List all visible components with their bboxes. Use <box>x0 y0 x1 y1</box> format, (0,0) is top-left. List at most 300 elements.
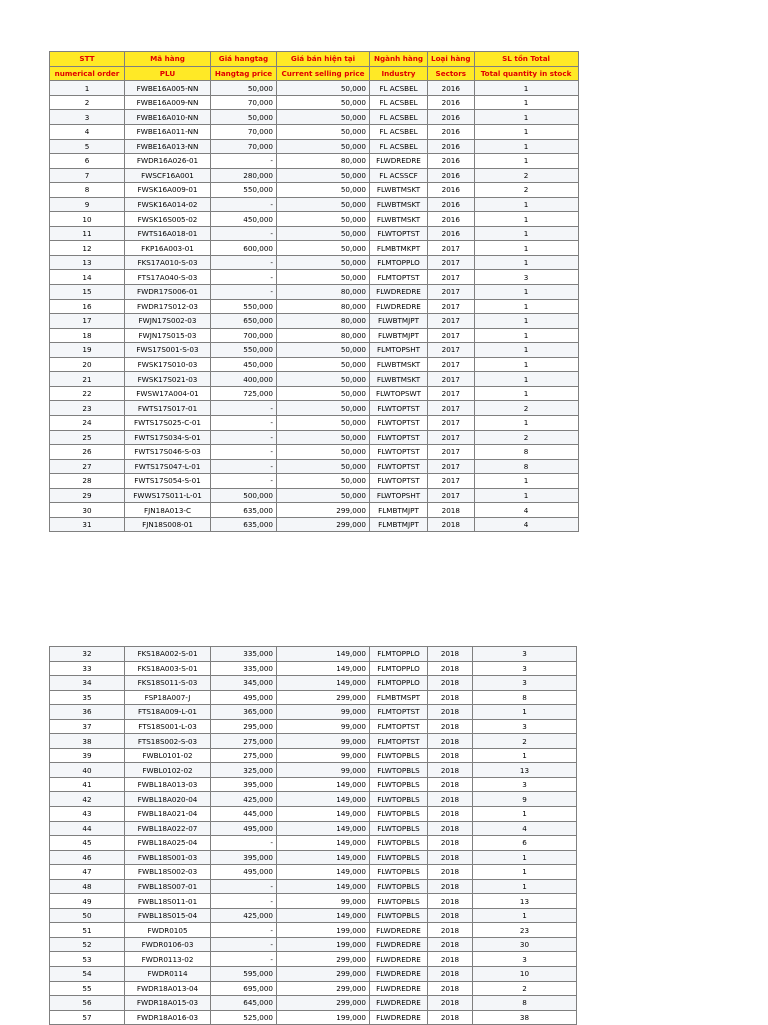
cell-quantity: 1 <box>474 299 578 314</box>
table-row <box>50 937 577 952</box>
cell-quantity: 1 <box>474 154 578 169</box>
cell-plu: FWBE16A013-NN <box>125 139 211 154</box>
cell-hangtag-price: 50,000 <box>211 81 277 96</box>
table-row <box>50 168 579 183</box>
cell-plu: FSP18A007-J <box>125 690 211 705</box>
cell-selling-price: 50,000 <box>277 343 370 358</box>
cell-quantity: 30 <box>473 937 577 952</box>
cell-stt: 35 <box>50 690 125 705</box>
cell-stt: 18 <box>50 328 125 343</box>
cell-hangtag-price: 335,000 <box>211 647 277 662</box>
cell-quantity: 4 <box>474 503 578 518</box>
cell-sector: 2016 <box>428 125 475 140</box>
table-row <box>50 647 577 662</box>
cell-selling-price: 149,000 <box>277 836 370 851</box>
cell-hangtag-price: 275,000 <box>211 734 277 749</box>
cell-plu: FWTS17S054-S-01 <box>125 474 211 489</box>
cell-industry: FL ACSBEL <box>370 125 428 140</box>
cell-plu: FTS18S001-L-03 <box>125 719 211 734</box>
header-total-quantity: Total quantity in stock <box>474 66 578 81</box>
cell-plu: FWDR0114 <box>125 967 211 982</box>
cell-stt: 28 <box>50 474 125 489</box>
cell-hangtag-price: 70,000 <box>211 139 277 154</box>
cell-hangtag-price: 645,000 <box>211 996 277 1011</box>
cell-quantity: 1 <box>474 139 578 154</box>
cell-sector: 2016 <box>428 183 475 198</box>
cell-hangtag-price: - <box>211 197 277 212</box>
cell-stt: 40 <box>50 763 125 778</box>
cell-stt: 53 <box>50 952 125 967</box>
cell-sector: 2017 <box>428 372 475 387</box>
cell-hangtag-price: 325,000 <box>211 763 277 778</box>
cell-selling-price: 299,000 <box>277 690 370 705</box>
cell-industry: FLMBTMJPT <box>370 503 428 518</box>
cell-quantity: 8 <box>473 690 577 705</box>
cell-stt: 51 <box>50 923 125 938</box>
cell-sector: 2018 <box>428 952 473 967</box>
cell-hangtag-price: 695,000 <box>211 981 277 996</box>
cell-plu: FWDR0105 <box>125 923 211 938</box>
cell-sector: 2018 <box>428 879 473 894</box>
cell-industry: FLWBTMSKT <box>370 197 428 212</box>
cell-selling-price: 80,000 <box>277 314 370 329</box>
cell-stt: 15 <box>50 285 125 300</box>
cell-selling-price: 80,000 <box>277 285 370 300</box>
table-row <box>50 661 577 676</box>
cell-hangtag-price: - <box>211 474 277 489</box>
cell-selling-price: 50,000 <box>277 183 370 198</box>
cell-quantity: 2 <box>473 981 577 996</box>
cell-stt: 50 <box>50 908 125 923</box>
cell-hangtag-price: - <box>211 445 277 460</box>
cell-plu: FWBL0101-02 <box>125 748 211 763</box>
cell-sector: 2016 <box>428 154 475 169</box>
table-row <box>50 792 577 807</box>
cell-industry: FLMTOPPLO <box>370 661 428 676</box>
cell-selling-price: 299,000 <box>277 952 370 967</box>
cell-selling-price: 299,000 <box>277 996 370 1011</box>
table-row <box>50 270 579 285</box>
table-row <box>50 908 577 923</box>
cell-stt: 3 <box>50 110 125 125</box>
cell-industry: FLMTOPTST <box>370 705 428 720</box>
cell-selling-price: 80,000 <box>277 299 370 314</box>
cell-sector: 2018 <box>428 865 473 880</box>
cell-quantity: 1 <box>474 386 578 401</box>
cell-sector: 2017 <box>428 415 475 430</box>
cell-industry: FLWBTMSKT <box>370 357 428 372</box>
cell-plu: FWDR18A013-04 <box>125 981 211 996</box>
cell-industry: FLWTOPSWT <box>370 386 428 401</box>
cell-hangtag-price: 280,000 <box>211 168 277 183</box>
cell-plu: FWBL18S002-03 <box>125 865 211 880</box>
cell-plu: FWSCF16A001 <box>125 168 211 183</box>
cell-selling-price: 299,000 <box>277 967 370 982</box>
cell-sector: 2016 <box>428 81 475 96</box>
cell-stt: 37 <box>50 719 125 734</box>
cell-selling-price: 50,000 <box>277 110 370 125</box>
cell-stt: 34 <box>50 676 125 691</box>
cell-selling-price: 50,000 <box>277 125 370 140</box>
cell-quantity: 1 <box>474 125 578 140</box>
cell-quantity: 3 <box>473 777 577 792</box>
cell-selling-price: 149,000 <box>277 792 370 807</box>
cell-industry: FLWTOPBLS <box>370 792 428 807</box>
cell-quantity: 10 <box>473 967 577 982</box>
cell-sector: 2017 <box>428 386 475 401</box>
table-row <box>50 734 577 749</box>
cell-industry: FLWDREDRE <box>370 923 428 938</box>
cell-selling-price: 50,000 <box>277 95 370 110</box>
cell-industry: FLMTOPPLO <box>370 676 428 691</box>
cell-selling-price: 50,000 <box>277 168 370 183</box>
cell-plu: FWBE16A005-NN <box>125 81 211 96</box>
cell-plu: FWBL18A020-04 <box>125 792 211 807</box>
cell-sector: 2017 <box>428 445 475 460</box>
cell-selling-price: 299,000 <box>277 517 370 532</box>
cell-plu: FWBE16A009-NN <box>125 95 211 110</box>
table-row <box>50 226 579 241</box>
cell-quantity: 2 <box>474 430 578 445</box>
cell-sector: 2018 <box>428 996 473 1011</box>
cell-industry: FLWTOPTST <box>370 401 428 416</box>
cell-hangtag-price: 635,000 <box>211 503 277 518</box>
cell-hangtag-price: 425,000 <box>211 908 277 923</box>
cell-quantity: 2 <box>474 168 578 183</box>
cell-quantity: 1 <box>473 807 577 822</box>
cell-quantity: 2 <box>474 183 578 198</box>
cell-industry: FLWDREDRE <box>370 996 428 1011</box>
cell-quantity: 13 <box>473 763 577 778</box>
cell-stt: 43 <box>50 807 125 822</box>
cell-stt: 17 <box>50 314 125 329</box>
cell-selling-price: 99,000 <box>277 748 370 763</box>
cell-industry: FLMTOPTST <box>370 270 428 285</box>
cell-quantity: 1 <box>474 415 578 430</box>
cell-stt: 11 <box>50 226 125 241</box>
cell-industry: FLWTOPSHT <box>370 488 428 503</box>
cell-stt: 19 <box>50 343 125 358</box>
cell-sector: 2016 <box>428 168 475 183</box>
cell-quantity: 1 <box>473 850 577 865</box>
cell-quantity: 1 <box>473 705 577 720</box>
cell-selling-price: 99,000 <box>277 894 370 909</box>
cell-industry: FLMBTMJPT <box>370 517 428 532</box>
cell-quantity: 1 <box>474 81 578 96</box>
cell-industry: FLWTOPTST <box>370 459 428 474</box>
cell-hangtag-price: 495,000 <box>211 821 277 836</box>
cell-hangtag-price: 445,000 <box>211 807 277 822</box>
cell-quantity: 1 <box>474 197 578 212</box>
table-row <box>50 328 579 343</box>
cell-hangtag-price: - <box>211 226 277 241</box>
cell-sector: 2017 <box>428 474 475 489</box>
cell-selling-price: 149,000 <box>277 908 370 923</box>
cell-industry: FLWTOPBLS <box>370 763 428 778</box>
cell-selling-price: 99,000 <box>277 705 370 720</box>
cell-hangtag-price: - <box>211 952 277 967</box>
cell-quantity: 1 <box>473 748 577 763</box>
cell-quantity: 4 <box>474 517 578 532</box>
cell-plu: FWDR17S006-01 <box>125 285 211 300</box>
cell-sector: 2017 <box>428 255 475 270</box>
header-industry: Industry <box>370 66 428 81</box>
cell-hangtag-price: 725,000 <box>211 386 277 401</box>
table-row <box>50 430 579 445</box>
table-row <box>50 110 579 125</box>
cell-sector: 2018 <box>428 763 473 778</box>
table-2-body <box>50 647 577 1025</box>
cell-plu: FWBL18S007-01 <box>125 879 211 894</box>
cell-plu: FTS18S002-S-03 <box>125 734 211 749</box>
cell-plu: FWTS17S025-C-01 <box>125 415 211 430</box>
cell-hangtag-price: - <box>211 285 277 300</box>
cell-quantity: 1 <box>474 343 578 358</box>
table-row <box>50 81 579 96</box>
cell-selling-price: 299,000 <box>277 981 370 996</box>
cell-selling-price: 199,000 <box>277 937 370 952</box>
cell-selling-price: 50,000 <box>277 241 370 256</box>
cell-sector: 2016 <box>428 226 475 241</box>
cell-stt: 16 <box>50 299 125 314</box>
cell-plu: FWDR18A015-03 <box>125 996 211 1011</box>
table-row <box>50 488 579 503</box>
cell-selling-price: 149,000 <box>277 676 370 691</box>
cell-stt: 57 <box>50 1010 125 1025</box>
cell-plu: FWDR17S012-03 <box>125 299 211 314</box>
cell-stt: 31 <box>50 517 125 532</box>
cell-hangtag-price: 345,000 <box>211 676 277 691</box>
cell-stt: 45 <box>50 836 125 851</box>
cell-sector: 2016 <box>428 110 475 125</box>
cell-industry: FLWDREDRE <box>370 1010 428 1025</box>
cell-plu: FWBL18S015-04 <box>125 908 211 923</box>
cell-industry: FLWTOPBLS <box>370 850 428 865</box>
cell-stt: 24 <box>50 415 125 430</box>
table-row <box>50 981 577 996</box>
cell-sector: 2018 <box>428 748 473 763</box>
table-row <box>50 183 579 198</box>
cell-industry: FLWTOPBLS <box>370 879 428 894</box>
table-row <box>50 314 579 329</box>
cell-stt: 41 <box>50 777 125 792</box>
cell-plu: FWTS17S034-S-01 <box>125 430 211 445</box>
cell-stt: 21 <box>50 372 125 387</box>
header-loai-hang: Loại hàng <box>428 52 475 67</box>
cell-plu: FKP16A003-01 <box>125 241 211 256</box>
cell-hangtag-price: 395,000 <box>211 850 277 865</box>
cell-quantity: 8 <box>473 996 577 1011</box>
table-row <box>50 763 577 778</box>
table-row <box>50 285 579 300</box>
cell-selling-price: 50,000 <box>277 445 370 460</box>
table-row <box>50 241 579 256</box>
table-row <box>50 445 579 460</box>
inventory-table-1 <box>49 51 579 532</box>
cell-hangtag-price: 635,000 <box>211 517 277 532</box>
cell-quantity: 2 <box>474 401 578 416</box>
table-row <box>50 850 577 865</box>
cell-selling-price: 50,000 <box>277 474 370 489</box>
cell-selling-price: 50,000 <box>277 372 370 387</box>
cell-hangtag-price: 495,000 <box>211 865 277 880</box>
cell-selling-price: 50,000 <box>277 415 370 430</box>
cell-sector: 2017 <box>428 430 475 445</box>
table-row <box>50 952 577 967</box>
cell-sector: 2017 <box>428 343 475 358</box>
cell-industry: FLWDREDRE <box>370 981 428 996</box>
header-nganh-hang: Ngành hàng <box>370 52 428 67</box>
cell-sector: 2018 <box>428 894 473 909</box>
cell-sector: 2018 <box>428 719 473 734</box>
cell-stt: 27 <box>50 459 125 474</box>
cell-plu: FWBL18A022-07 <box>125 821 211 836</box>
cell-stt: 7 <box>50 168 125 183</box>
header-current-price: Current selling price <box>277 66 370 81</box>
cell-quantity: 23 <box>473 923 577 938</box>
cell-sector: 2018 <box>428 908 473 923</box>
cell-industry: FLWDREDRE <box>370 299 428 314</box>
cell-selling-price: 99,000 <box>277 763 370 778</box>
cell-quantity: 13 <box>473 894 577 909</box>
cell-quantity: 1 <box>474 372 578 387</box>
cell-stt: 55 <box>50 981 125 996</box>
cell-sector: 2017 <box>428 270 475 285</box>
table-row <box>50 719 577 734</box>
table-row <box>50 676 577 691</box>
cell-plu: FWTS16A018-01 <box>125 226 211 241</box>
cell-selling-price: 50,000 <box>277 401 370 416</box>
cell-stt: 29 <box>50 488 125 503</box>
table-row <box>50 1010 577 1025</box>
cell-industry: FLWTOPBLS <box>370 777 428 792</box>
table-row <box>50 705 577 720</box>
cell-sector: 2017 <box>428 285 475 300</box>
cell-hangtag-price: - <box>211 894 277 909</box>
table-row <box>50 212 579 227</box>
cell-quantity: 1 <box>474 95 578 110</box>
cell-sector: 2016 <box>428 95 475 110</box>
cell-industry: FLWTOPTST <box>370 474 428 489</box>
header-row-en <box>50 66 579 81</box>
cell-selling-price: 50,000 <box>277 430 370 445</box>
table-row <box>50 879 577 894</box>
table-row <box>50 923 577 938</box>
cell-hangtag-price: 335,000 <box>211 661 277 676</box>
cell-stt: 36 <box>50 705 125 720</box>
table-row <box>50 386 579 401</box>
cell-plu: FWSK16A009-01 <box>125 183 211 198</box>
cell-hangtag-price: 50,000 <box>211 110 277 125</box>
cell-quantity: 4 <box>473 821 577 836</box>
table-row <box>50 415 579 430</box>
table-row <box>50 894 577 909</box>
cell-industry: FLWDREDRE <box>370 952 428 967</box>
table-row <box>50 517 579 532</box>
cell-quantity: 1 <box>474 241 578 256</box>
cell-quantity: 6 <box>473 836 577 851</box>
cell-sector: 2018 <box>428 647 473 662</box>
cell-quantity: 1 <box>474 212 578 227</box>
cell-plu: FKS18S011-S-03 <box>125 676 211 691</box>
cell-quantity: 1 <box>474 226 578 241</box>
cell-sector: 2017 <box>428 357 475 372</box>
cell-sector: 2018 <box>428 661 473 676</box>
cell-industry: FLMBTMSPT <box>370 690 428 705</box>
table-row <box>50 255 579 270</box>
cell-hangtag-price: 395,000 <box>211 777 277 792</box>
table-row <box>50 836 577 851</box>
cell-sector: 2018 <box>428 734 473 749</box>
cell-sector: 2018 <box>428 821 473 836</box>
cell-stt: 49 <box>50 894 125 909</box>
cell-sector: 2018 <box>428 792 473 807</box>
cell-quantity: 1 <box>473 879 577 894</box>
cell-selling-price: 50,000 <box>277 81 370 96</box>
table-row <box>50 967 577 982</box>
cell-industry: FLWDREDRE <box>370 154 428 169</box>
cell-selling-price: 199,000 <box>277 923 370 938</box>
cell-selling-price: 299,000 <box>277 503 370 518</box>
cell-selling-price: 149,000 <box>277 850 370 865</box>
cell-sector: 2018 <box>428 690 473 705</box>
cell-plu: FWSK16S005-02 <box>125 212 211 227</box>
cell-sector: 2018 <box>428 807 473 822</box>
cell-hangtag-price: 450,000 <box>211 212 277 227</box>
cell-stt: 26 <box>50 445 125 460</box>
table-row <box>50 996 577 1011</box>
cell-sector: 2016 <box>428 197 475 212</box>
cell-selling-price: 50,000 <box>277 488 370 503</box>
cell-sector: 2018 <box>428 937 473 952</box>
cell-stt: 44 <box>50 821 125 836</box>
cell-plu: FKS18A002-S-01 <box>125 647 211 662</box>
cell-plu: FTS17A040-S-03 <box>125 270 211 285</box>
header-hangtag-price: Hangtag price <box>211 66 277 81</box>
cell-plu: FWBL0102-02 <box>125 763 211 778</box>
cell-industry: FLWTOPTST <box>370 430 428 445</box>
header-numerical-order: numerical order <box>50 66 125 81</box>
cell-selling-price: 50,000 <box>277 459 370 474</box>
cell-selling-price: 50,000 <box>277 197 370 212</box>
cell-quantity: 3 <box>473 676 577 691</box>
cell-hangtag-price: - <box>211 401 277 416</box>
cell-stt: 54 <box>50 967 125 982</box>
header-gia-ban: Giá bán hiện tại <box>277 52 370 67</box>
cell-industry: FLWDREDRE <box>370 285 428 300</box>
cell-industry: FL ACSBEL <box>370 110 428 125</box>
table-row <box>50 459 579 474</box>
cell-quantity: 3 <box>474 270 578 285</box>
cell-sector: 2017 <box>428 488 475 503</box>
cell-plu: FWDR16A026-01 <box>125 154 211 169</box>
cell-quantity: 38 <box>473 1010 577 1025</box>
cell-industry: FL ACSBEL <box>370 139 428 154</box>
cell-quantity: 1 <box>474 285 578 300</box>
cell-sector: 2016 <box>428 139 475 154</box>
cell-selling-price: 80,000 <box>277 154 370 169</box>
cell-selling-price: 99,000 <box>277 719 370 734</box>
cell-sector: 2018 <box>428 503 475 518</box>
cell-quantity: 1 <box>474 110 578 125</box>
cell-industry: FLWTOPBLS <box>370 894 428 909</box>
header-sectors: Sectors <box>428 66 475 81</box>
cell-sector: 2017 <box>428 299 475 314</box>
cell-industry: FLWTOPBLS <box>370 821 428 836</box>
cell-hangtag-price: 450,000 <box>211 357 277 372</box>
table-row <box>50 125 579 140</box>
cell-industry: FLWTOPBLS <box>370 807 428 822</box>
